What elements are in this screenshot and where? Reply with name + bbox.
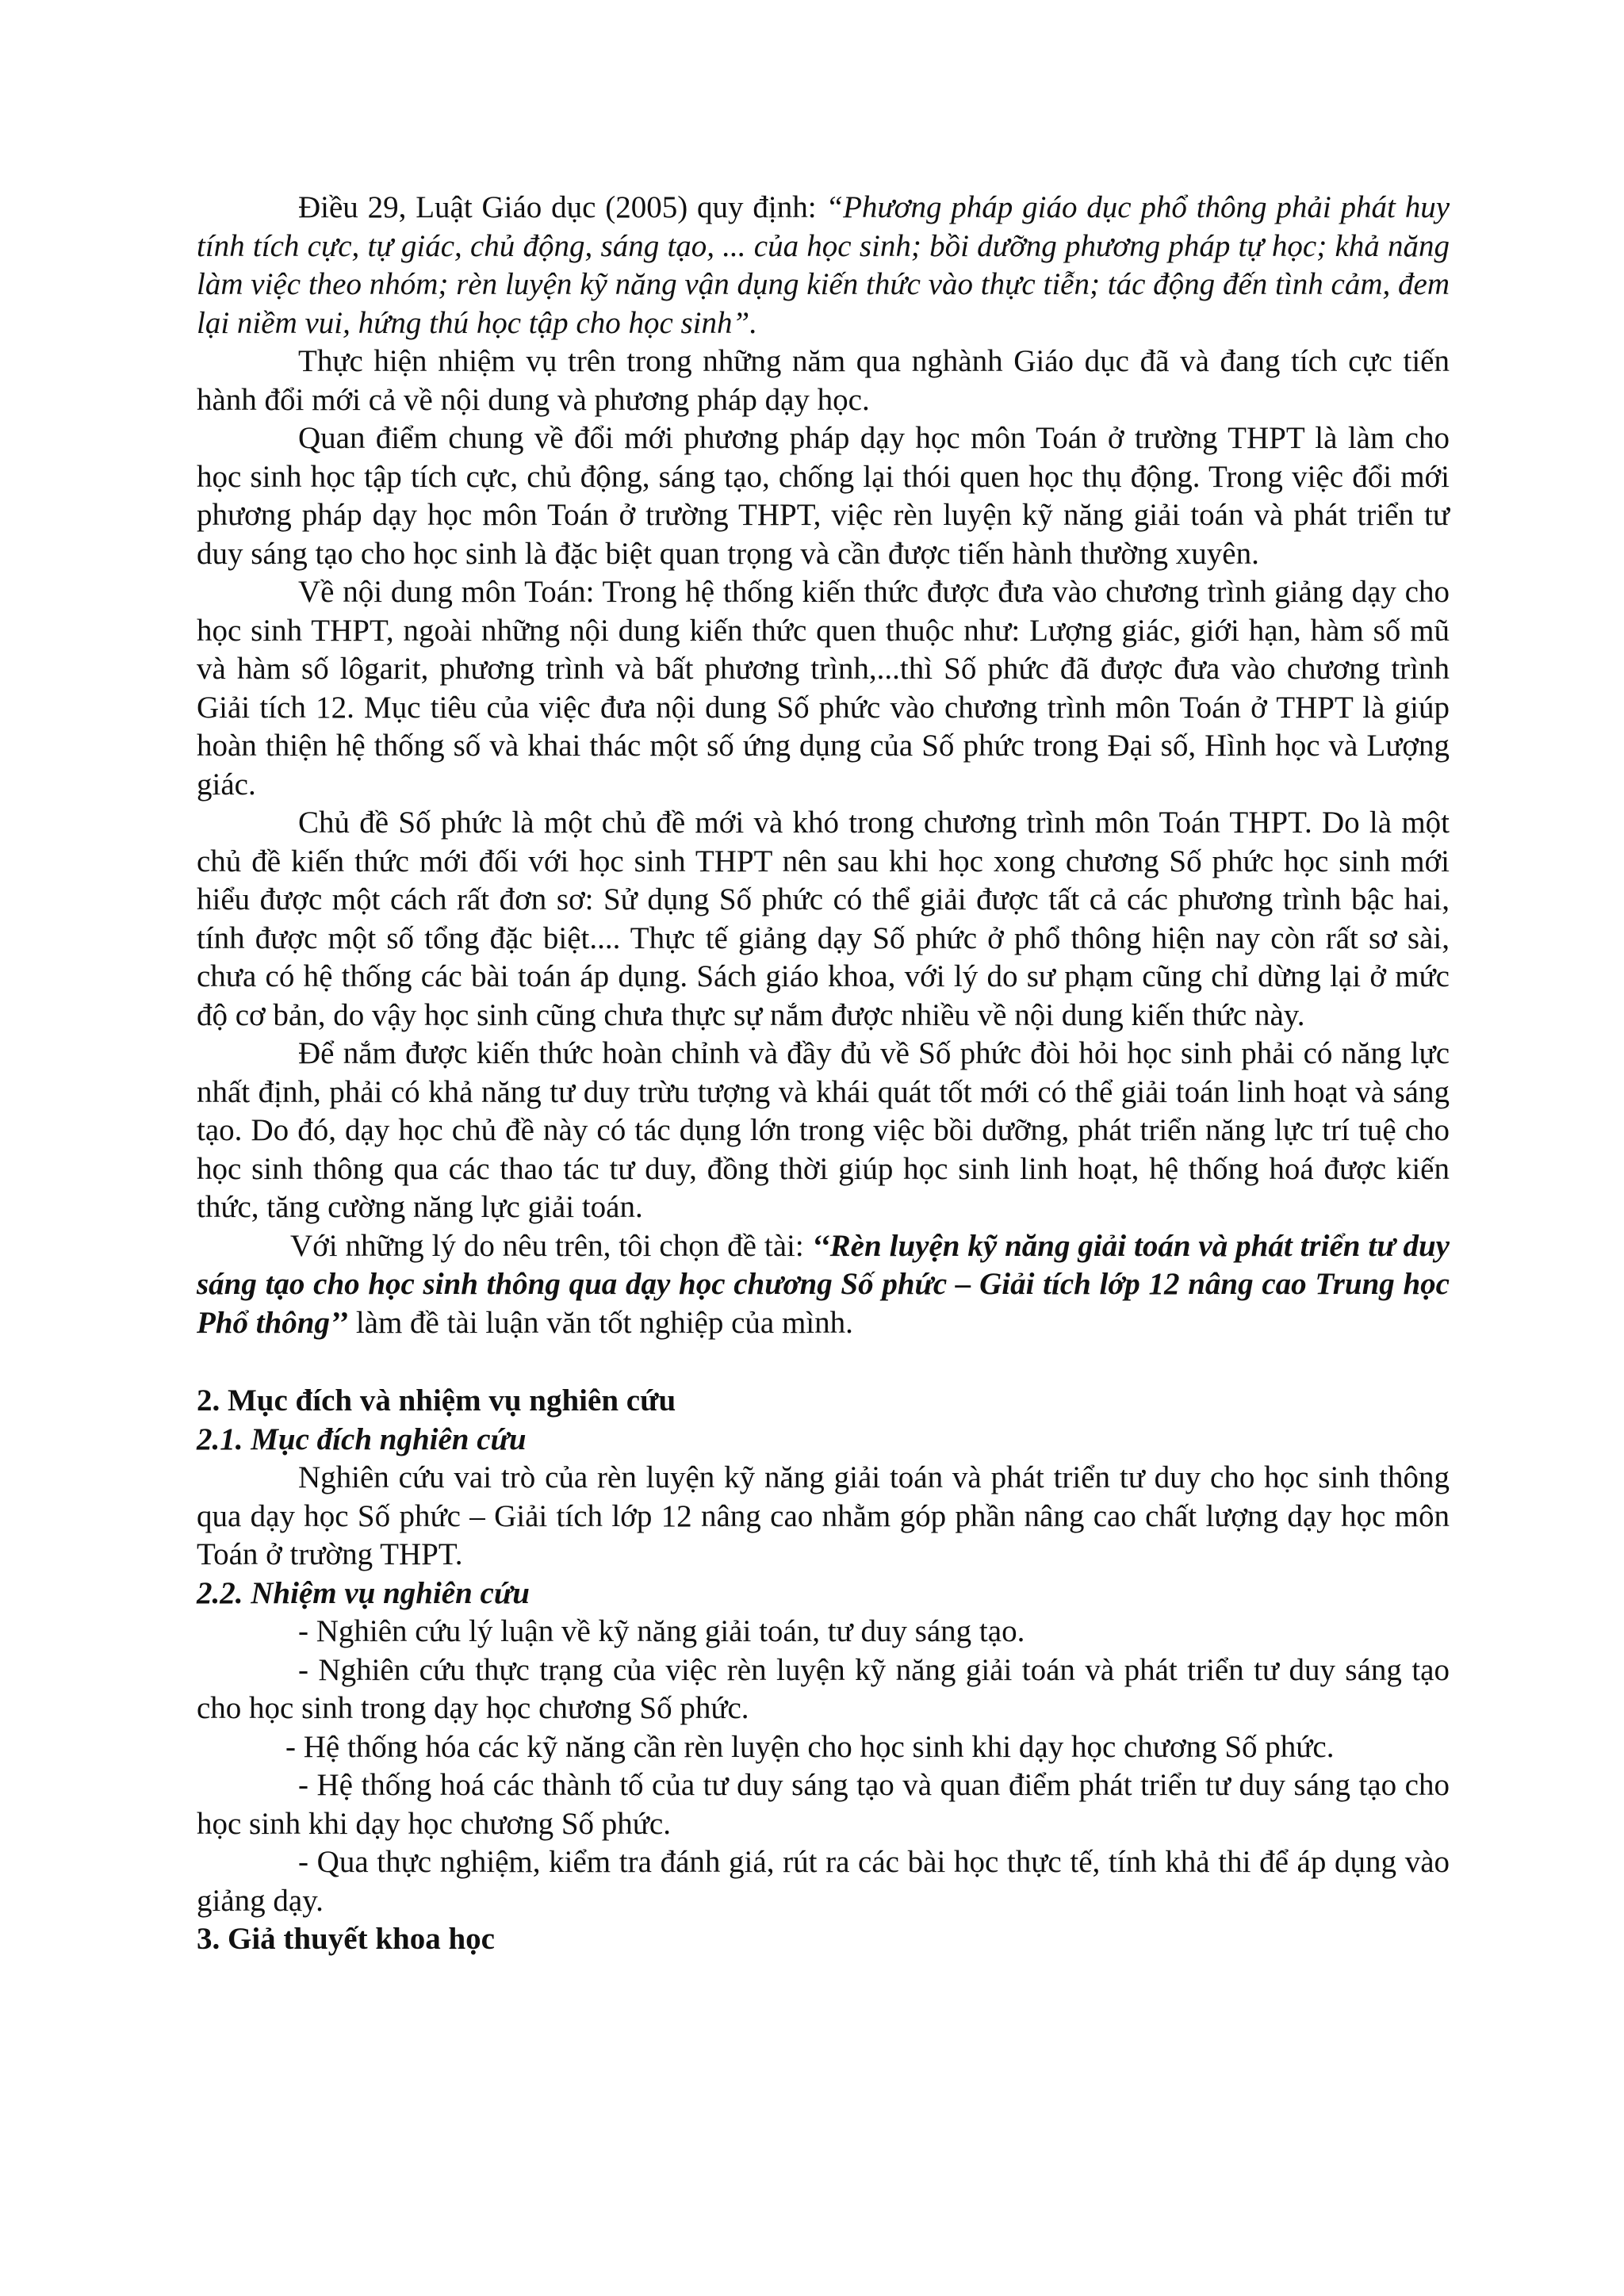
section-heading-3: 3. Giả thuyết khoa học	[197, 1922, 495, 1956]
paragraph-content: Về nội dung môn Toán: Trong hệ thống kiến thức được đưa vào chương trình giảng dạy cho học sinh THPT, ngoài những nội dung kiến thức quen thuộc như: Lượng giác, giới hạn, hàm số mũ và hàm số lôgarit, phương trình và bất phương trình,...thì Số phức đã được đưa vào chương trình Giải tích 12. Mục tiêu của việc đưa nội dung Số phức vào chương trình môn Toán ở THPT là giúp hoàn thiện hệ thống số và khai thác một số ứng dụng của Số phức trong Đại số, Hình học và Lượng giác.	[197, 575, 1450, 802]
thesis-title: ‘‘Rèn luyện kỹ năng giải toán và phát triển tư duy sáng tạo cho học sinh thông qua dạy học chương Số phức – Giải tích lớp 12 nâng cao Trung học Phổ thông’’	[197, 1228, 1450, 1340]
task-item: - Nghiên cứu thực trạng của việc rèn luyện kỹ năng giải toán và phát triển tư duy sáng tạo cho học sinh trong dạy học chương Số phức.	[197, 1652, 1450, 1725]
paragraph-purpose: Nghiên cứu vai trò của rèn luyện kỹ năng giải toán và phát triển tư duy cho học sinh thông qua dạy học Số phức – Giải tích lớp 12 nâng cao nhằm góp phần nâng cao chất lượng dạy học môn Toán ở trường THPT.	[197, 1460, 1450, 1571]
section-heading-2-2: 2.2. Nhiệm vụ nghiên cứu	[197, 1575, 530, 1610]
law-quote-text: “Phương pháp giáo dục phổ thông phải phát huy tính tích cực, tự giác, chủ động, sáng tạo, ... của học sinh; bồi dưỡng phương pháp tự học; khả năng làm việc theo nhóm; rèn luyện kỹ năng vận dụng kiến thức vào thực tiễn; tác động đến tình cảm, đem lại niềm vui, hứng thú học tập cho học sinh”.	[197, 190, 1450, 340]
task-item: - Hệ thống hoá các thành tố của tư duy sáng tạo và quan điểm phát triển tư duy sáng tạo cho học sinh khi dạy học chương Số phức.	[197, 1768, 1450, 1841]
task-item: - Nghiên cứu lý luận về kỹ năng giải toán, tư duy sáng tạo.	[298, 1614, 1025, 1648]
paragraph-law-quote	[197, 189, 1450, 342]
task-item: - Hệ thống hóa các kỹ năng cần rèn luyện cho học sinh khi dạy học chương Số phức.	[285, 1729, 1335, 1764]
section-heading-2: 2. Mục đích và nhiệm vụ nghiên cứu	[197, 1383, 676, 1418]
section-heading-2-1: 2.1. Mục đích nghiên cứu	[197, 1422, 527, 1456]
law-citation: Điều 29, Luật Giáo dục (2005) quy định:	[298, 190, 826, 224]
document-page	[197, 189, 1450, 1959]
paragraph-reform: Thực hiện nhiệm vụ trên trong những năm qua nghành Giáo dục đã và đang tích cực tiến hành đổi mới cả về nội dung và phương pháp dạy học.	[197, 344, 1450, 417]
paragraph-topic: Chủ đề Số phức là một chủ đề mới và khó trong chương trình môn Toán THPT. Do là một chủ đề kiến thức mới đối với học sinh THPT nên sau khi học xong chương Số phức học sinh mới hiểu được một cách rất đơn sơ: Sử dụng Số phức có thể giải được tất cả các phương trình bậc hai, tính được một số tổng đặc biệt.... Thực tế giảng dạy Số phức ở phổ thông hiện nay còn rất sơ sài, chưa có hệ thống các bài toán áp dụng. Sách giáo khoa, với lý do sư phạm cũng chỉ dừng lại ở mức độ cơ bản, do vậy học sinh cũng chưa thực sự nắm được nhiều về nội dung kiến thức này.	[197, 806, 1450, 1032]
task-item: - Qua thực nghiệm, kiểm tra đánh giá, rút ra các bài học thực tế, tính khả thi để áp dụng vào giảng dạy.	[197, 1845, 1450, 1918]
paragraph-thesis-title	[197, 1227, 1450, 1343]
thesis-lead: Với những lý do nêu trên, tôi chọn đề tài:	[290, 1228, 812, 1263]
paragraph-requirements: Để nắm được kiến thức hoàn chỉnh và đầy đủ về Số phức đòi hỏi học sinh phải có năng lực nhất định, phải có khả năng tư duy trừu tượng và khái quát tốt mới có thể giải toán linh hoạt và sáng tạo. Do đó, dạy học chủ đề này có tác dụng lớn trong việc bồi dưỡng, phát triển năng lực trí tuệ cho học sinh thông qua các thao tác tư duy, đồng thời giúp học sinh linh hoạt, hệ thống hoá được kiến thức, tăng cường năng lực giải toán.	[197, 1036, 1450, 1224]
paragraph-viewpoint: Quan điểm chung về đổi mới phương pháp dạy học môn Toán ở trường THPT là làm cho học sinh học tập tích cực, chủ động, sáng tạo, chống lại thói quen học thụ động. Trong việc đổi mới phương pháp dạy học môn Toán ở trường THPT, việc rèn luyện kỹ năng giải toán và phát triển tư duy sáng tạo cho học sinh là đặc biệt quan trọng và cần được tiến hành thường xuyên.	[197, 421, 1450, 571]
thesis-tail: làm đề tài luận văn tốt nghiệp của mình.	[348, 1305, 853, 1340]
